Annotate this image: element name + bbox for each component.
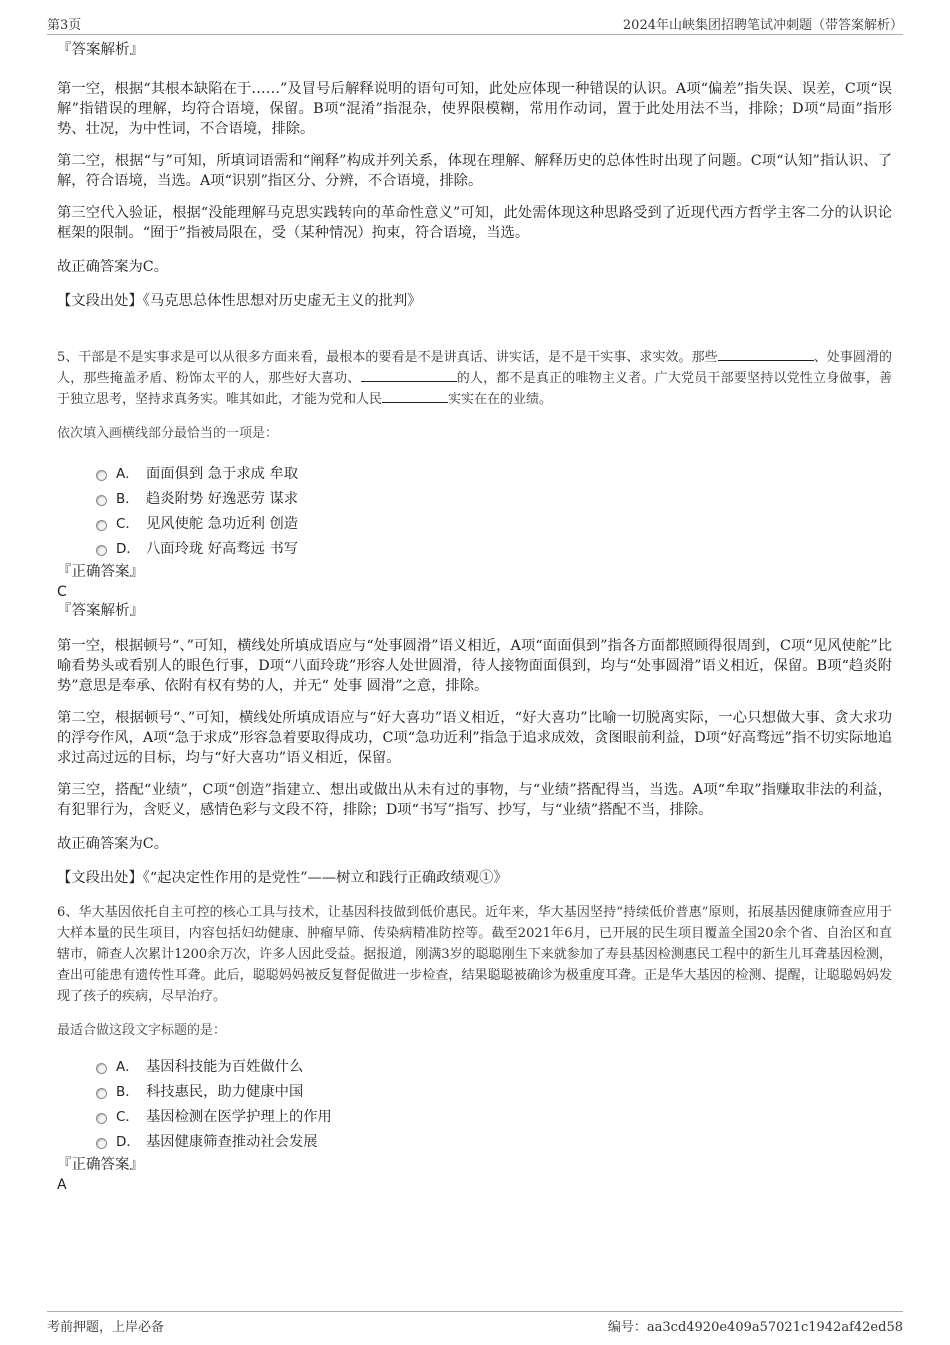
- option-b[interactable]: B． 趋炎附势 好逸恶劳 谋求: [57, 487, 892, 512]
- radio-icon[interactable]: [96, 1138, 107, 1149]
- question-prompt: 最适合做这段文字标题的是：: [57, 1023, 227, 1038]
- document-title: 2024年山峡集团招聘笔试冲刺题（带答案解析）: [622, 18, 903, 33]
- radio-icon[interactable]: [96, 470, 107, 481]
- correct-answer-value: C: [57, 584, 67, 600]
- correct-answer-label: 『正确答案』: [57, 1157, 144, 1173]
- radio-icon[interactable]: [96, 545, 107, 556]
- radio-icon[interactable]: [96, 495, 107, 506]
- question-6: [57, 902, 892, 1194]
- analysis-label: 『答案解析』: [57, 42, 144, 58]
- option-d[interactable]: D． 八面玲珑 好高骛远 书写: [57, 537, 892, 562]
- analysis-label: 『答案解析』: [57, 603, 144, 619]
- analysis-paragraph-2: 第二空，根据“与”可知，所填词语需和“阐释”构成并列关系，体现在理解、解释历史的总体性时出现了问题。C项“认知”指认识、了解，符合语境，当选。A项“识别”指区分、分辨，不合语境，排除。: [57, 153, 892, 189]
- fill-blank: [382, 389, 448, 403]
- analysis-paragraph-1: 第一空，根据顿号“、”可知，横线处所填成语应与“处事圆滑”语义相近，A项“面面俱到”指各方面都照顾得很周到，C项“见风使舵”比喻看势头或看别人的眼色行事，D项“八面玲珑”形容人处世圆滑，待人接物面面俱到，均与“处事圆滑”语义相近，保留。B项“趋炎附势”意思是奉承、依附有权有势的人，并无“ 处事 圆滑”之意，排除。: [57, 638, 892, 694]
- option-a[interactable]: A． 面面俱到 急于求成 牟取: [57, 462, 892, 487]
- answer-conclusion: 故正确答案为C。: [57, 259, 169, 275]
- question-5: [57, 347, 892, 888]
- radio-icon[interactable]: [96, 520, 107, 531]
- footer-slogan: 考前押题，上岸必备: [47, 1320, 165, 1335]
- fill-blank: [361, 368, 457, 382]
- option-a[interactable]: A． 基因科技能为百姓做什么: [57, 1055, 892, 1080]
- option-c[interactable]: C． 见风使舵 急功近利 创造: [57, 512, 892, 537]
- page-footer: [47, 1311, 903, 1336]
- question-text: 5、干部是不是实事求是可以从很多方面来看，最根本的要看是不是讲真话、讲实话，是不是干实事、求实效。那些 、处事圆滑的人，那些掩盖矛盾、粉饰太平的人，那些好大喜功、 的人，都不是真正的唯物主义者。广大党员干部要坚持以党性立身做事，善于独立思考，坚持求真务实。唯其如此，才能为党和人民 实实在在的业绩。: [57, 347, 892, 410]
- fill-blank: [718, 347, 814, 361]
- page-content: [57, 40, 892, 1194]
- radio-icon[interactable]: [96, 1113, 107, 1124]
- radio-icon[interactable]: [96, 1063, 107, 1074]
- radio-icon[interactable]: [96, 1088, 107, 1099]
- analysis-paragraph-2: 第二空，根据顿号“、”可知，横线处所填成语应与“好大喜功”语义相近，“好大喜功”比喻一切脱离实际，一心只想做大事、贪大求功的浮夸作风，A项“急于求成”形容急着要取得成功，C项“急功近利”指急于追求成效，贪图眼前利益，D项“好高骛远”指不切实际地追求过高过远的目标，均与“好大喜功”语义相近，保留。: [57, 710, 892, 766]
- analysis-paragraph-1: 第一空，根据“其根本缺陷在于……”及冒号后解释说明的语句可知，此处应体现一种错误的认识。A项“偏差”指失误、误差，C项“误解”指错误的理解，均符合语境，保留。B项“混淆”指混杂，使界限模糊，常用作动词，置于此处用法不当，排除；D项“局面”指形势、壮况，为中性词，不合语境，排除。: [57, 81, 892, 137]
- question-prompt: 依次填入画横线部分最恰当的一项是：: [57, 426, 279, 441]
- correct-answer-value: A: [57, 1177, 67, 1193]
- correct-answer-label: 『正确答案』: [57, 564, 144, 580]
- source-citation: 【文段出处】《马克思总体性思想对历史虚无主义的批判》: [57, 293, 422, 309]
- question-text: 6、华大基因依托自主可控的核心工具与技术，让基因科技做到低价惠民。近年来，华大基因坚持“持续低价普惠”原则，拓展基因健康筛查应用于大样本量的民生项目，内容包括妇幼健康、肿瘤早筛、传染病精准防控等。截至2021年6月，已开展的民生项目覆盖全国20余个省、自治区和直辖市，筛查人次累计1200余万次，许多人因此受益。据报道，刚满3岁的聪聪刚生下来就参加了寿县基因检测惠民工程中的新生儿耳聋基因检测，查出可能患有遗传性耳聋。此后，聪聪妈妈被反复督促做进一步检查，结果聪聪被确诊为极重度耳聋。正是华大基因的检测、提醒，让聪聪妈妈发现了孩子的疾病，尽早治疗。: [57, 905, 892, 1004]
- page-number: 第3页: [47, 18, 82, 33]
- option-c[interactable]: C． 基因检测在医学护理上的作用: [57, 1105, 892, 1130]
- option-d[interactable]: D． 基因健康筛查推动社会发展: [57, 1130, 892, 1155]
- answer-conclusion: 故正确答案为C。: [57, 836, 169, 852]
- option-list: [57, 1055, 892, 1155]
- option-list: [57, 462, 892, 562]
- source-citation: 【文段出处】《“起决定性作用的是党性”——树立和践行正确政绩观①》: [57, 870, 508, 886]
- q4-analysis-block: [57, 40, 892, 311]
- document-id: 编号：aa3cd4920e409a57021c1942af42ed58: [607, 1320, 903, 1335]
- analysis-paragraph-3: 第三空代入验证，根据“没能理解马克思实践转向的革命性意义”可知，此处需体现这种思路受到了近现代西方哲学主客二分的认识论框架的限制。“囿于”指被局限在，受（某种情况）拘束，符合语境，当选。: [57, 205, 892, 241]
- option-b[interactable]: B． 科技惠民，助力健康中国: [57, 1080, 892, 1105]
- analysis-paragraph-3: 第三空，搭配“业绩”，C项“创造”指建立、想出或做出从未有过的事物，与“业绩”搭配得当，当选。A项“牟取”指赚取非法的利益，有犯罪行为，含贬义，感情色彩与文段不符，排除；D项“书写”指写、抄写，与“业绩”搭配不当，排除。: [57, 782, 892, 818]
- page-header: [47, 12, 903, 35]
